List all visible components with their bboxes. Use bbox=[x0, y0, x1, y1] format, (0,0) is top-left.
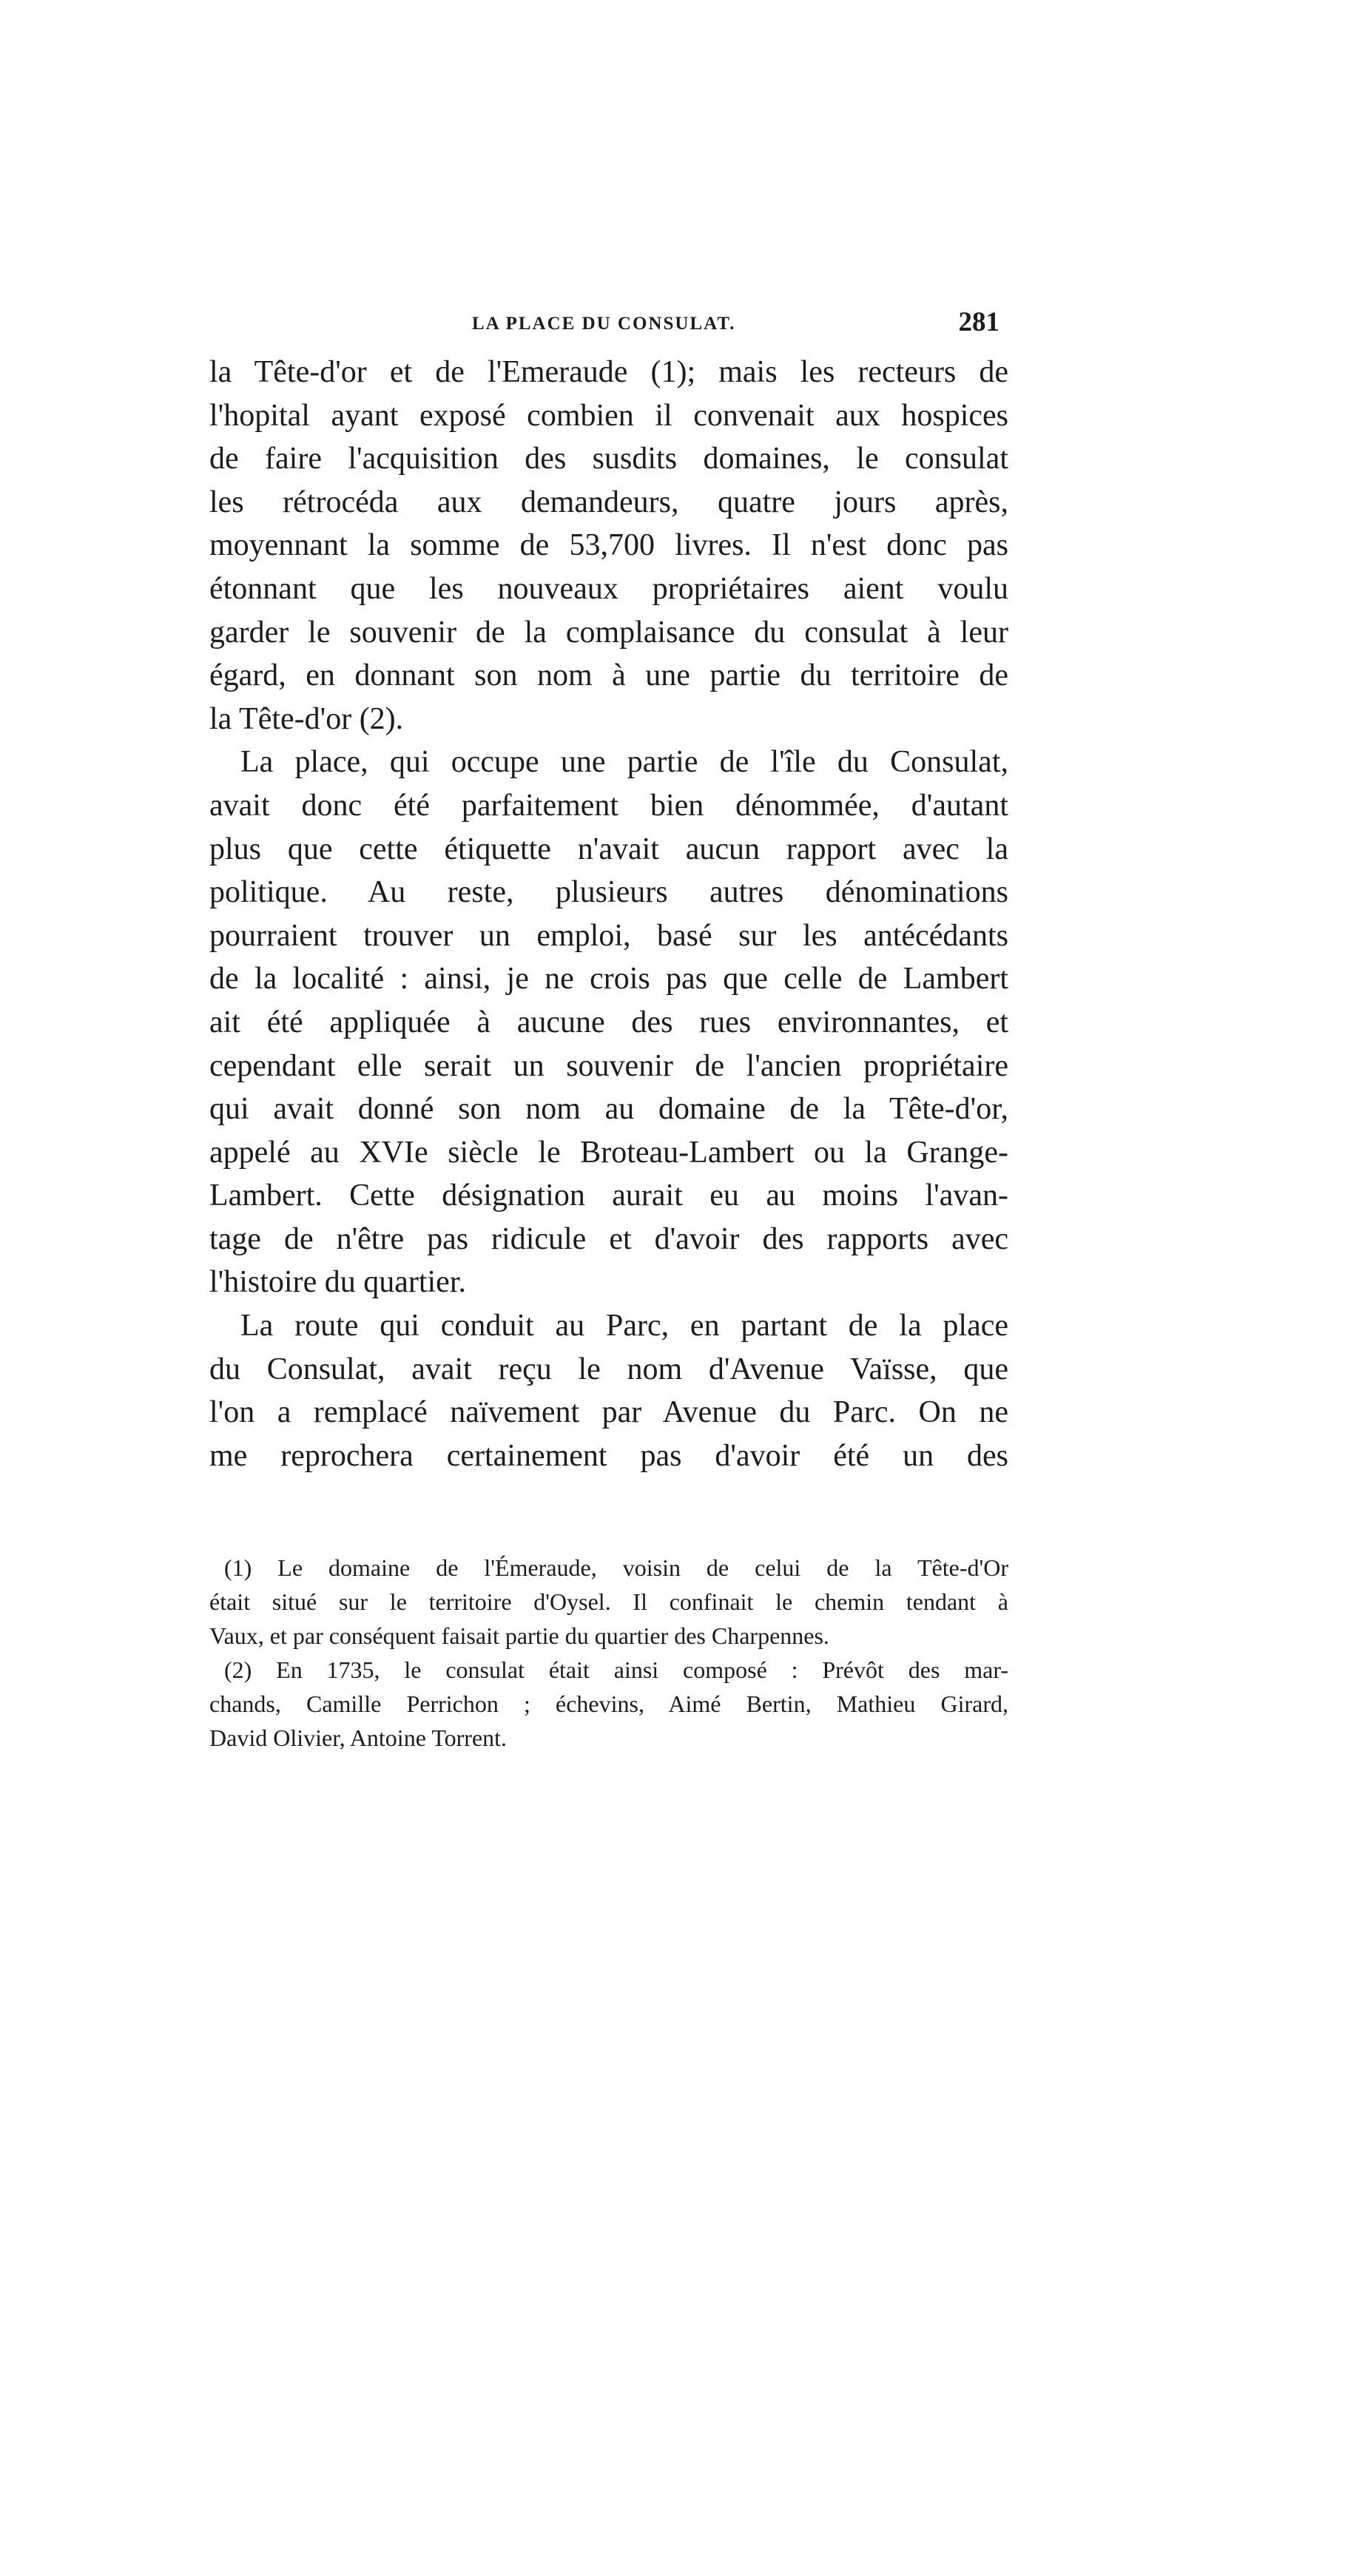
footnote-line: David Olivier, Antoine Torrent. bbox=[209, 1724, 508, 1751]
text-line: pourraient trouver un emploi, basé sur les antécédants bbox=[209, 918, 1008, 953]
paragraph-2 bbox=[209, 741, 1008, 1304]
footnote-line: (2) En 1735, le consulat était ainsi composé : Prévôt des mar- bbox=[224, 1656, 1008, 1683]
footnote-2 bbox=[209, 1653, 1008, 1755]
text-line: qui avait donné son nom au domaine de la Tête-d'or, bbox=[209, 1092, 1008, 1127]
text-line: étonnant que les nouveaux propriétaires aient voulu bbox=[209, 571, 1008, 606]
text-line: l'histoire du quartier. bbox=[209, 1265, 466, 1300]
text-line: de la localité : ainsi, je ne crois pas que celle de Lambert bbox=[209, 962, 1008, 997]
text-line: l'on a remplacé naïvement par Avenue du Parc. On ne bbox=[209, 1395, 1008, 1430]
text-line: ait été appliquée à aucune des rues environnantes, et bbox=[209, 1005, 1008, 1039]
text-line: tage de n'être pas ridicule et d'avoir des rapports avec bbox=[209, 1221, 1008, 1256]
footnote-line: chands, Camille Perrichon ; échevins, Aimé Bertin, Mathieu Girard, bbox=[209, 1690, 1008, 1717]
paragraph-3 bbox=[209, 1304, 1008, 1477]
text-line: plus que cette étiquette n'avait aucun rapport avec la bbox=[209, 832, 1008, 866]
footnotes bbox=[209, 1551, 1008, 1755]
text-line: cependant elle serait un souvenir de l'ancien propriétaire bbox=[209, 1048, 1008, 1083]
text-line: La route qui conduit au Parc, en partant de la place bbox=[240, 1309, 1008, 1343]
text-line: moyennant la somme de 53,700 livres. Il n'est donc pas bbox=[209, 528, 1008, 563]
text-line: la Tête-d'or (2). bbox=[209, 701, 404, 736]
text-line: l'hopital ayant exposé combien il convenait aux hospices bbox=[209, 398, 1008, 433]
text-line: Lambert. Cette désignation aurait eu au moins l'avan- bbox=[209, 1179, 1008, 1213]
text-line: me reprochera certainement pas d'avoir été un des bbox=[209, 1438, 1008, 1473]
text-line: La place, qui occupe une partie de l'île du Consulat, bbox=[240, 745, 1008, 780]
text-line: du Consulat, avait reçu le nom d'Avenue Vaïsse, que bbox=[209, 1352, 1008, 1386]
footnote-line: était situé sur le territoire d'Oysel. Il confinait le chemin tendant à bbox=[209, 1588, 1008, 1615]
running-title: LA PLACE DU CONSULAT. bbox=[472, 314, 736, 334]
body-text bbox=[209, 351, 1008, 1477]
page-header bbox=[213, 303, 1014, 348]
text-line: de faire l'acquisition des susdits domaines, le consulat bbox=[209, 442, 1008, 476]
text-line: appelé au XVIe siècle le Broteau-Lambert ou la Grange- bbox=[209, 1135, 1008, 1170]
text-line: garder le souvenir de la complaisance du consulat à leur bbox=[209, 615, 1008, 650]
page-number: 281 bbox=[958, 307, 999, 337]
text-line: les rétrocéda aux demandeurs, quatre jours après, bbox=[209, 485, 1008, 519]
footnote-1 bbox=[209, 1551, 1008, 1653]
paragraph-1 bbox=[209, 351, 1008, 741]
footnote-line: (1) Le domaine de l'Émeraude, voisin de celui de la Tête-d'Or bbox=[224, 1554, 1008, 1581]
text-line: avait donc été parfaitement bien dénommée, d'autant bbox=[209, 788, 1008, 823]
footnote-line: Vaux, et par conséquent faisait partie du quartier des Charpennes. bbox=[209, 1622, 829, 1649]
text-line: égard, en donnant son nom à une partie du territoire de bbox=[209, 658, 1008, 693]
text-line: politique. Au reste, plusieurs autres dénominations bbox=[209, 875, 1008, 910]
text-line: la Tête-d'or et de l'Emeraude (1); mais les recteurs de bbox=[209, 355, 1008, 389]
